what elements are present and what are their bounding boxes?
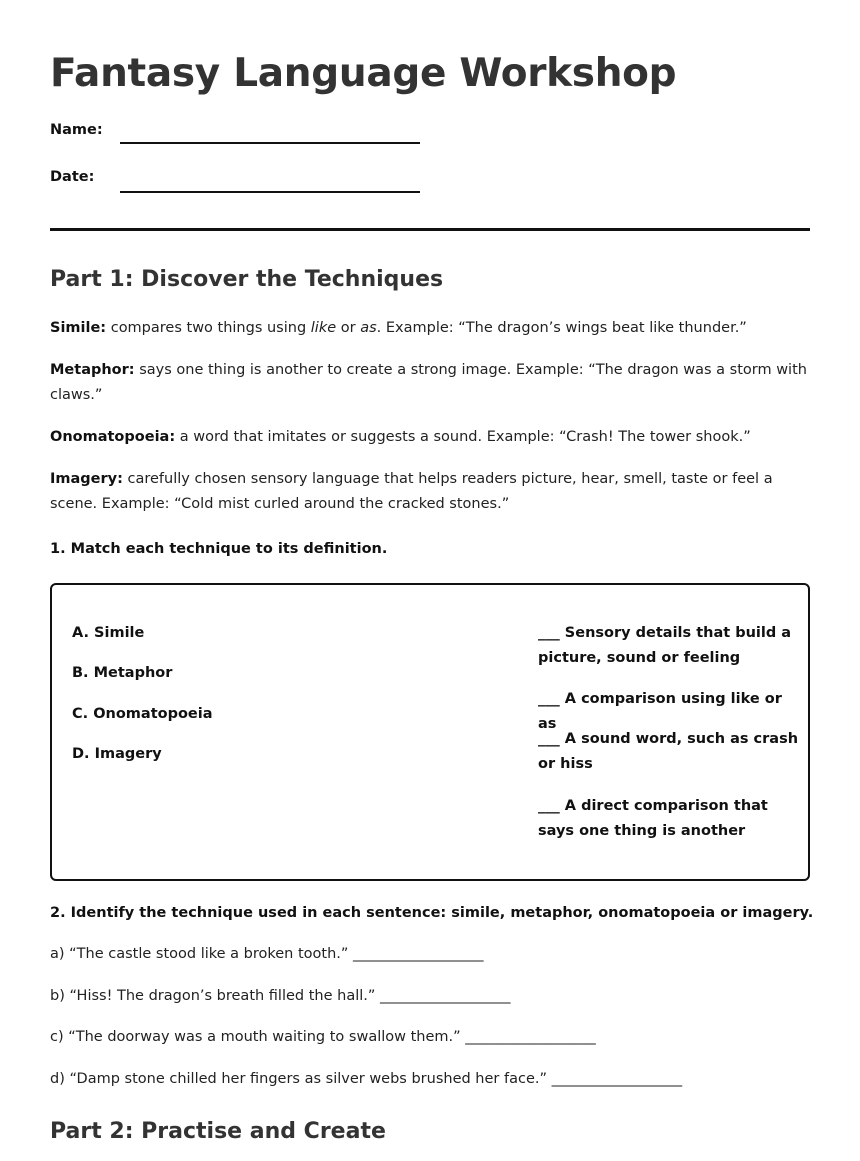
match-definition: ___ A comparison using like or as xyxy=(538,691,782,732)
name-label: Name: xyxy=(50,122,103,138)
definition-text: says one thing is another to create a strong image. Example: “The dragon was a storm with claws.” xyxy=(50,362,807,403)
definition-emphasis: like xyxy=(310,320,337,336)
part2-heading: Part 2: Practise and Create xyxy=(50,1119,386,1144)
sentence-item: a) “The castle stood like a broken tooth.” __________________ xyxy=(50,946,484,962)
definition-simile xyxy=(50,316,810,341)
sentence-item: c) “The doorway was a mouth waiting to swallow them.” __________________ xyxy=(50,1029,596,1045)
definition-emphasis: as xyxy=(360,320,377,336)
date-field-row xyxy=(50,169,470,199)
match-definition: ___ A direct comparison that says one thing is another xyxy=(538,798,768,839)
definition-text: a word that imitates or suggests a sound. Example: “Crash! The tower shook.” xyxy=(175,429,751,445)
definition-text: compares two things using xyxy=(106,320,311,336)
date-field[interactable] xyxy=(120,163,420,193)
date-label: Date: xyxy=(50,169,95,185)
definition-term: Imagery: xyxy=(50,471,123,487)
definition-imagery xyxy=(50,467,810,517)
definition-term: Metaphor: xyxy=(50,362,135,378)
term-metaphor: B. Metaphor xyxy=(72,665,173,681)
definition-term: Simile: xyxy=(50,320,107,336)
term-imagery: D. Imagery xyxy=(72,746,162,762)
page-title: Fantasy Language Workshop xyxy=(50,51,677,96)
term-simile: A. Simile xyxy=(72,625,145,641)
name-field-row xyxy=(50,122,470,152)
match-definition: ___ Sensory details that build a picture, sound or feeling xyxy=(538,625,792,666)
name-field[interactable] xyxy=(120,114,420,144)
definition-text: or xyxy=(336,320,361,336)
term-onomatopoeia: C. Onomatopoeia xyxy=(72,706,213,722)
part1-heading: Part 1: Discover the Techniques xyxy=(50,267,444,292)
definition-onomatopoeia xyxy=(50,425,810,450)
sentence-item: b) “Hiss! The dragon’s breath filled the hall.” __________________ xyxy=(50,988,511,1004)
match-definition: ___ A sound word, such as crash or hiss xyxy=(538,731,799,772)
definition-text: . Example: “The dragon’s wings beat like thunder.” xyxy=(376,320,747,336)
definition-text: carefully chosen sensory language that helps readers picture, hear, smell, taste or feel a scene. Example: “Cold mist curled around the cracked stones.” xyxy=(50,471,773,512)
matching-box xyxy=(50,583,810,881)
question-1: 1. Match each technique to its definition. xyxy=(50,541,388,557)
sentence-item: d) “Damp stone chilled her fingers as silver webs brushed her face.” __________________ xyxy=(50,1071,683,1087)
header-divider xyxy=(50,228,810,231)
definition-metaphor xyxy=(50,358,810,408)
definition-term: Onomatopoeia: xyxy=(50,429,176,445)
question-2: 2. Identify the technique used in each sentence: simile, metaphor, onomatopoeia or imagery. xyxy=(50,905,814,921)
